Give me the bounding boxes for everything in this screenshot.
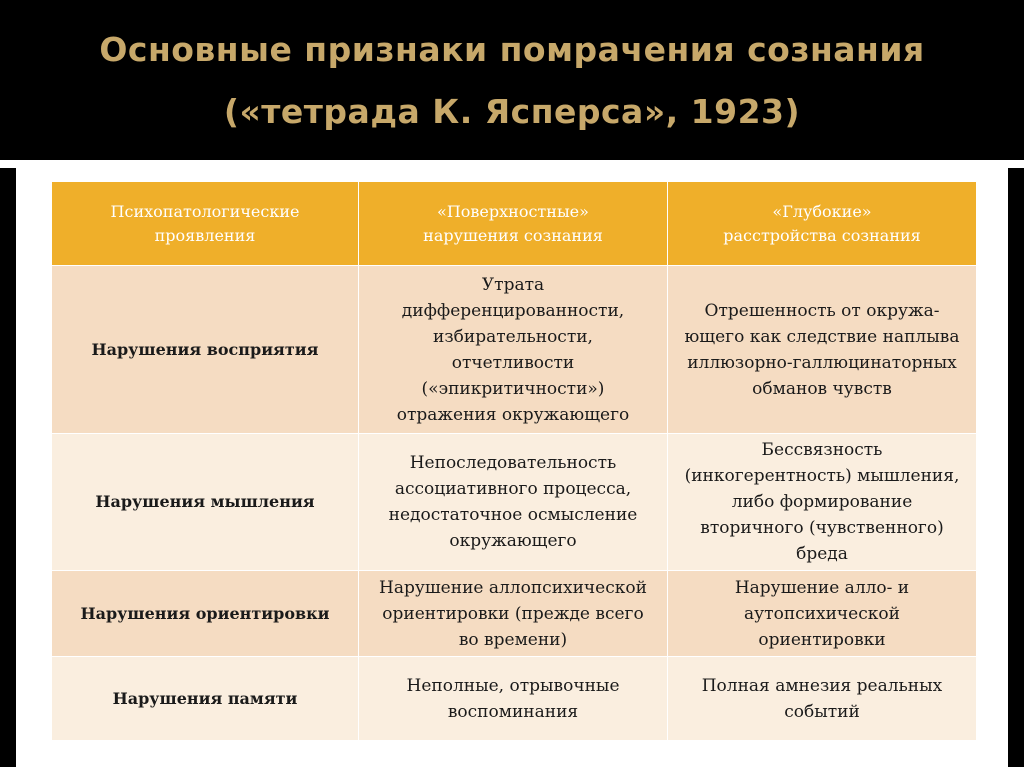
cell-line: недостаточное осмысление (388, 505, 638, 525)
cell-line: избирательности, (433, 326, 593, 347)
slide-title-line-1: Основные признаки помрачения сознания (99, 30, 925, 69)
cell-line: вторичного (чувственного) (700, 518, 944, 538)
cell-line: либо формирование (731, 492, 913, 512)
cell-line: Бессвязность (761, 440, 883, 460)
cell-line: отчетливости (451, 352, 575, 373)
header-line: «Поверхностные» (437, 201, 589, 221)
cell-line: обманов чувств (752, 378, 892, 399)
cell-line: Неполные, отрывочные (406, 675, 620, 696)
cell-superficial (359, 266, 668, 434)
cell-superficial (359, 657, 668, 741)
jaspers-tetrad-table (51, 181, 977, 741)
header-manifestations (52, 182, 359, 266)
row-label-orientation: Нарушения ориентировки (52, 571, 359, 657)
cell-line: ассоциативного процесса, (394, 479, 632, 499)
cell-line: во времени) (458, 629, 568, 650)
header-line: проявления (154, 225, 256, 245)
cell-deep (668, 657, 977, 741)
header-deep (668, 182, 977, 266)
cell-line: Непоследовательность (409, 453, 617, 473)
table-row (52, 657, 977, 741)
cell-line: ориентировки (прежде всего (382, 603, 644, 624)
cell-line: дифференцированности, (401, 300, 625, 321)
cell-line: («эпикритичности») (421, 378, 605, 399)
cell-line: (инкогерентность) мышления, (684, 466, 960, 486)
slide-title-line-2: («тетрада К. Ясперса», 1923) (223, 92, 801, 131)
cell-line: ющего как следствие наплыва (684, 326, 960, 347)
row-label-memory: Нарушения памяти (52, 657, 359, 741)
header-line: расстройства сознания (723, 225, 921, 245)
cell-line: окружающего (449, 531, 577, 551)
cell-line: Нарушение аллопсихической (379, 577, 647, 598)
cell-deep (668, 266, 977, 434)
cell-line: Нарушение алло- и (734, 577, 910, 598)
header-line: нарушения сознания (423, 225, 603, 245)
cell-line: Отрешенность от окружа- (704, 300, 940, 321)
cell-superficial (359, 571, 668, 657)
table-row (52, 571, 977, 657)
cell-line: Утрата (481, 274, 545, 295)
table-header-row (52, 182, 977, 266)
cell-deep (668, 434, 977, 571)
table-row (52, 266, 977, 434)
cell-line: иллюзорно-галлюцинаторных (687, 352, 957, 373)
row-label-thinking: Нарушения мышления (52, 434, 359, 571)
cell-line: отражения окружающего (396, 404, 630, 425)
header-line: Психопатологические (110, 201, 300, 221)
header-superficial (359, 182, 668, 266)
table-row (52, 434, 977, 571)
title-divider (0, 160, 1024, 168)
cell-superficial (359, 434, 668, 571)
cell-line: бреда (796, 544, 848, 564)
cell-line: аутопсихической (744, 603, 900, 624)
cell-line: Полная амнезия реальных (701, 675, 943, 696)
cell-line: ориентировки (758, 629, 886, 650)
header-line: «Глубокие» (772, 201, 872, 221)
title-bar (0, 0, 1024, 160)
row-label-perception: Нарушения восприятия (52, 266, 359, 434)
cell-line: событий (784, 701, 860, 722)
cell-deep (668, 571, 977, 657)
cell-line: воспоминания (447, 701, 579, 722)
